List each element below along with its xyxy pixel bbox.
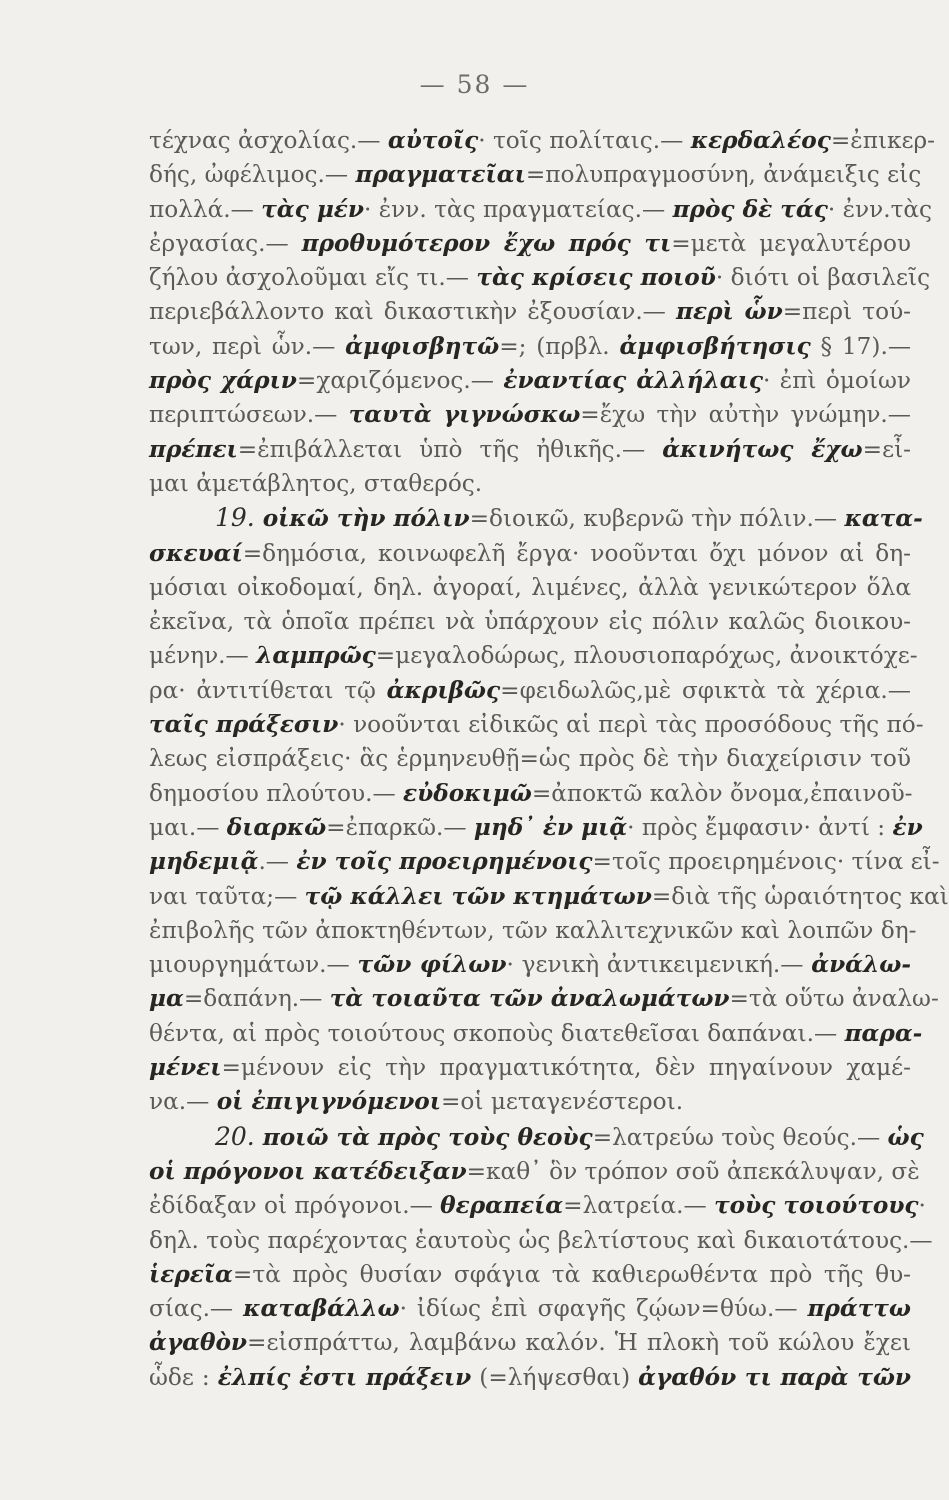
gloss-text: =φειδωλῶς,μὲ σφικτὰ τὰ χέρια.— bbox=[500, 676, 911, 704]
text-line bbox=[149, 914, 917, 948]
gloss-text: =τὰ οὕτω ἀναλω- bbox=[729, 985, 939, 1013]
headword: ἐν bbox=[892, 813, 923, 841]
gloss-text: =τὰ πρὸς θυσίαν σφάγια τὰ καθιερωθέντα πρὸ τῆς θυ- bbox=[232, 1260, 911, 1288]
gloss-text: =ἐπαρκῶ.— bbox=[326, 813, 474, 841]
text-line bbox=[149, 1189, 926, 1223]
gloss-text: · γενικὴ ἀντικειμενική.— bbox=[506, 951, 812, 979]
gloss-text: =ἀποκτῶ καλὸν ὄνομα,ἐπαινοῦ- bbox=[531, 779, 913, 807]
gloss-text: · πρὸς ἔμφασιν· ἀντί : bbox=[627, 813, 893, 841]
gloss-text: ἐδίδαξαν οἱ πρόγονοι.— bbox=[149, 1192, 441, 1220]
text-line bbox=[149, 1361, 911, 1395]
gloss-text: =διὰ τῆς ὡραιότητος καὶ bbox=[651, 882, 949, 910]
body-text bbox=[149, 124, 949, 1395]
text-line bbox=[149, 295, 911, 329]
gloss-text: · νοοῦνται εἰδικῶς αἱ περὶ τὰς προσόδους τῆς πό- bbox=[338, 711, 924, 739]
text-line bbox=[149, 1155, 920, 1189]
headword: πρέπει bbox=[149, 435, 238, 463]
headword: ποιῶ τὰ πρὸς τοὺς θεοὺς bbox=[262, 1123, 593, 1151]
gloss-text: · ἐνν.τὰς bbox=[827, 195, 933, 223]
text-line bbox=[149, 537, 911, 571]
headword: οἱ ἐπιγιγνόμενοι bbox=[216, 1088, 441, 1116]
gloss-text: =ἔχω τὴν αὐτὴν γνώμην.— bbox=[580, 401, 911, 429]
gloss-text: ζήλου ἀσχολοῦμαι εἴς τι.— bbox=[149, 264, 477, 292]
headword: ἐν τοῖς προειρημένοις bbox=[296, 848, 593, 876]
text-line bbox=[149, 158, 922, 192]
text-line bbox=[149, 1258, 911, 1292]
text-line bbox=[149, 811, 923, 845]
section-number: 19. bbox=[215, 503, 263, 533]
gloss-text: να.— bbox=[149, 1088, 217, 1116]
headword: κατα- bbox=[844, 505, 923, 533]
text-line bbox=[149, 1120, 924, 1155]
gloss-text: · ἐνν. τὰς πραγματείας.— bbox=[363, 195, 673, 223]
gloss-text: .— bbox=[258, 848, 297, 876]
text-line bbox=[149, 777, 911, 811]
text-line bbox=[149, 1051, 911, 1085]
text-line bbox=[149, 880, 949, 914]
gloss-text: περιεβάλλοντο καὶ δικαστικὴν ἐξουσίαν.— bbox=[149, 298, 677, 326]
headword: ἀμφισβήτησις bbox=[619, 332, 811, 360]
gloss-text: μαι ἀμετάβλητος, σταθερός. bbox=[149, 469, 483, 497]
gloss-text: δηλ. τοὺς παρέχοντας ἑαυτοὺς ὡς βελτίστους καὶ δικαιοτάτους.— bbox=[149, 1226, 933, 1254]
gloss-text: ἐργασίας.— bbox=[149, 229, 302, 257]
headword: τὰ τοιαῦτα τῶν ἀναλωμάτων bbox=[329, 985, 730, 1013]
text-line bbox=[149, 639, 918, 673]
section-number: 20. bbox=[215, 1121, 263, 1151]
gloss-text: πολλά.— bbox=[149, 195, 262, 223]
text-line bbox=[149, 467, 911, 501]
text-line bbox=[149, 193, 933, 227]
headword: ἀκριβῶς bbox=[386, 676, 501, 704]
gloss-text: =εἶ- bbox=[862, 435, 912, 463]
gloss-text: =εἰσπράττω, λαμβάνω καλόν. Ἡ πλοκὴ τοῦ κώλου ἔχει bbox=[247, 1329, 911, 1357]
headword: πρὸς χάριν bbox=[149, 367, 297, 395]
headword: περὶ ὧν bbox=[676, 298, 783, 326]
headword: παρα- bbox=[844, 1019, 923, 1047]
headword: τοὺς τοιούτους bbox=[714, 1192, 919, 1220]
headword: προθυμότερον ἔχω πρός τι bbox=[301, 229, 672, 257]
gloss-text: · bbox=[918, 1192, 926, 1220]
gloss-text: =πολυπραγμοσύνη, ἀνάμειξις εἰς bbox=[525, 161, 922, 189]
headword: ἀμφισβητῶ bbox=[345, 332, 500, 360]
text-line bbox=[149, 948, 911, 982]
text-line bbox=[149, 605, 911, 639]
headword: ἐναντίας ἀλλήλαις bbox=[503, 367, 763, 395]
gloss-text: · ἐπὶ ὁμοίων bbox=[763, 367, 911, 395]
gloss-text: =περὶ τού- bbox=[782, 298, 911, 326]
headword: οἱ πρόγονοι κατέδειξαν bbox=[149, 1157, 467, 1185]
text-line bbox=[149, 433, 911, 467]
gloss-text: · διότι οἱ βασιλεῖς bbox=[715, 264, 931, 292]
headword: θεραπεία bbox=[440, 1192, 564, 1220]
text-line bbox=[149, 1292, 911, 1326]
gloss-text: μόσιαι οἰκοδομαί, δηλ. ἀγοραί, λιμένες, ἀλλὰ γενικώτερον ὅλα bbox=[149, 573, 911, 601]
headword: ταυτὰ γιγνώσκω bbox=[348, 401, 581, 429]
text-line bbox=[149, 1224, 933, 1258]
gloss-text: δημοσίου πλούτου.— bbox=[149, 779, 404, 807]
headword: πραγματεῖαι bbox=[355, 161, 526, 189]
headword: ἀκινήτως ἔχω bbox=[662, 435, 863, 463]
gloss-text: θέντα, αἱ πρὸς τοιούτους σκοποὺς διατεθεῖσαι δαπάναι.— bbox=[149, 1019, 845, 1047]
gloss-text: =μένουν εἰς τὴν πραγματικότητα, δὲν πηγαίνουν χαμέ- bbox=[221, 1054, 911, 1082]
text-line bbox=[149, 227, 911, 261]
gloss-text: · ἰδίως ἐπὶ σφαγῆς ζῴων=θύω.— bbox=[399, 1295, 808, 1323]
gloss-text: =οἱ μεταγενέστεροι. bbox=[440, 1088, 684, 1116]
headword: ἀγαθὸν bbox=[149, 1329, 248, 1357]
headword: καταβάλλω bbox=[243, 1295, 400, 1323]
headword: μένει bbox=[149, 1054, 222, 1082]
gloss-text: =τοῖς προειρημένοις· τίνα εἶ- bbox=[592, 848, 940, 876]
text-line bbox=[149, 571, 911, 605]
gloss-text: =δημόσια, κοινωφελῆ ἔργα· νοοῦνται ὄχι μόνον αἱ δη- bbox=[242, 539, 911, 567]
headword: ταῖς πράξεσιν bbox=[149, 711, 339, 739]
text-line bbox=[149, 124, 936, 158]
gloss-text: ὧδε : bbox=[149, 1363, 218, 1391]
headword: πράττω bbox=[807, 1295, 911, 1323]
text-line bbox=[149, 1085, 911, 1119]
headword: τὰς κρίσεις ποιοῦ bbox=[476, 264, 716, 292]
text-line bbox=[149, 1017, 923, 1051]
gloss-text: =μετὰ μεγαλυτέρου bbox=[671, 229, 912, 257]
text-line bbox=[149, 1326, 911, 1360]
headword: κερδαλέος bbox=[690, 127, 831, 154]
gloss-text: σίας.— bbox=[149, 1295, 244, 1323]
headword: τὰς μέν bbox=[261, 195, 364, 223]
gloss-text: =ἐπικερ- bbox=[830, 127, 936, 154]
gloss-text: · τοῖς πολίταις.— bbox=[478, 127, 691, 154]
headword: λαμπρῶς bbox=[256, 642, 376, 670]
headword: εὐδοκιμῶ bbox=[403, 779, 532, 807]
gloss-text: (=λήψεσθαι) bbox=[471, 1363, 639, 1391]
headword: οἰκῶ τὴν πόλιν bbox=[262, 505, 470, 533]
text-line bbox=[149, 742, 911, 776]
headword: ἀγαθόν τι παρὰ τῶν bbox=[638, 1363, 912, 1391]
text-line bbox=[149, 261, 931, 295]
gloss-text: ἐπιβολῆς τῶν ἀποκτηθέντων, τῶν καλλιτεχνικῶν καὶ λοιπῶν δη- bbox=[149, 916, 917, 944]
text-line bbox=[149, 982, 939, 1016]
gloss-text: =διοικῶ, κυβερνῶ τὴν πόλιν.— bbox=[469, 505, 845, 533]
headword: μηδεμιᾷ bbox=[149, 848, 259, 876]
gloss-text: μένην.— bbox=[149, 642, 257, 670]
gloss-text: τέχνας ἀσχολίας.— bbox=[149, 127, 388, 154]
gloss-text: ἐκεῖνα, τὰ ὁποῖα πρέπει νὰ ὑπάρχουν εἰς πόλιν καλῶς διοικου- bbox=[149, 608, 911, 636]
headword: διαρκῶ bbox=[226, 813, 327, 841]
page-number: — 58 — bbox=[419, 70, 530, 99]
headword: ὡς bbox=[887, 1123, 924, 1151]
headword: τῷ κάλλει τῶν κτημάτων bbox=[304, 882, 652, 910]
gloss-text: =δαπάνη.— bbox=[183, 985, 330, 1013]
gloss-text: των, περὶ ὧν.— bbox=[149, 332, 346, 360]
gloss-text: =λατρεύω τοὺς θεούς.— bbox=[592, 1123, 888, 1151]
headword: ἀνάλω- bbox=[811, 951, 911, 979]
gloss-text: =ἐπιβάλλεται ὑπὸ τῆς ἠθικῆς.— bbox=[237, 435, 663, 463]
gloss-text: λεως εἰσπράξεις· ἃς ἑρμηνευθῇ=ὡς πρὸς δὲ τὴν διαχείρισιν τοῦ bbox=[149, 745, 911, 773]
headword: πρὸς δὲ τάς bbox=[672, 195, 828, 223]
gloss-text: =λατρεία.— bbox=[563, 1192, 715, 1220]
headword: αὐτοῖς bbox=[387, 127, 479, 154]
gloss-text: μιουργημάτων.— bbox=[149, 951, 358, 979]
gloss-text: § 17).— bbox=[810, 332, 912, 360]
text-line bbox=[149, 845, 940, 879]
gloss-text: ναι ταῦτα;— bbox=[149, 882, 305, 910]
text-line bbox=[149, 398, 911, 432]
gloss-text: περιπτώσεων.— bbox=[149, 401, 349, 429]
text-line bbox=[149, 364, 911, 398]
gloss-text: =χαριζόμενος.— bbox=[296, 367, 504, 395]
text-line bbox=[149, 674, 911, 708]
gloss-text: =καθ᾽ ὃν τρόπον σοῦ ἀπεκάλυψαν, σὲ bbox=[466, 1157, 920, 1185]
headword: ἱερεῖα bbox=[149, 1260, 233, 1288]
headword: σκευαί bbox=[149, 539, 243, 567]
text-line bbox=[149, 708, 924, 742]
headword: μα bbox=[149, 985, 184, 1013]
gloss-text: =; (πρβλ. bbox=[499, 332, 620, 360]
gloss-text: δής, ὠφέλιμος.— bbox=[149, 161, 356, 189]
gloss-text: ρα· ἀντιτίθεται τῷ bbox=[149, 676, 387, 704]
text-line bbox=[149, 501, 923, 536]
headword: ἐλπίς ἐστι πράξειν bbox=[217, 1363, 472, 1391]
headword: μηδ᾽ ἐν μιᾷ bbox=[473, 813, 628, 841]
text-line bbox=[149, 330, 911, 364]
headword: τῶν φίλων bbox=[357, 951, 507, 979]
gloss-text: μαι.— bbox=[149, 813, 227, 841]
gloss-text: =μεγαλοδώρως, πλουσιοπαρόχως, ἀνοικτόχε- bbox=[375, 642, 918, 670]
